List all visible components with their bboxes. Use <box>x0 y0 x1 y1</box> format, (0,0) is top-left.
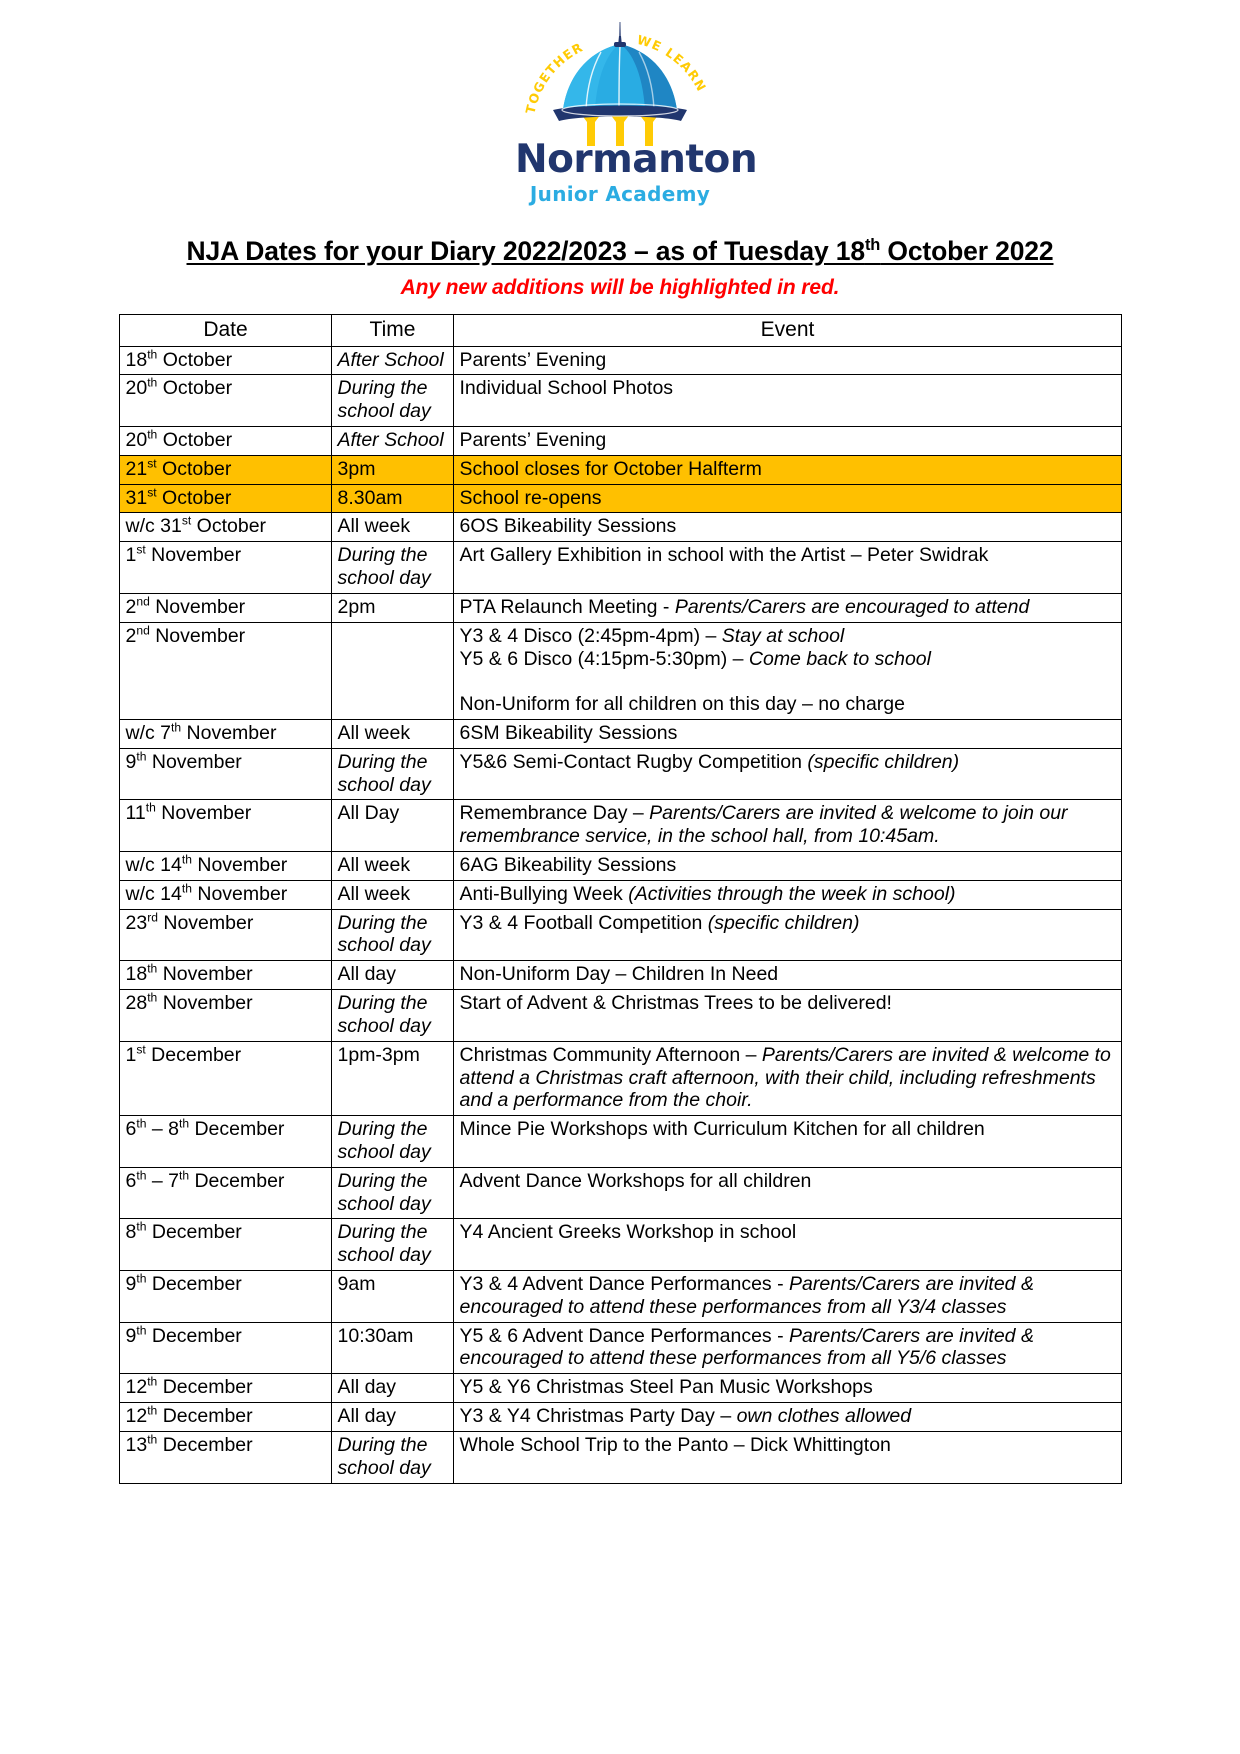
cell-date: w/c 14th November <box>119 880 331 909</box>
cell-time: 2pm <box>331 593 453 622</box>
table-row <box>119 748 1121 800</box>
page-title <box>0 236 1240 267</box>
table-row <box>119 719 1121 748</box>
cell-event: Y3 & 4 Disco (2:45pm-4pm) – Stay at school Y5 & 6 Disco (4:15pm-5:30pm) – Come back to school Non-Uniform for all children on this day – no charge <box>453 622 1121 719</box>
cell-time: 3pm <box>331 455 453 484</box>
cell-event: Y3 & 4 Advent Dance Performances - Parents/Carers are invited & encouraged to attend these performances from all Y3/4 classes <box>453 1271 1121 1323</box>
cell-date: 31st October <box>119 484 331 513</box>
cell-event: Mince Pie Workshops with Curriculum Kitchen for all children <box>453 1116 1121 1168</box>
cell-date: 13th December <box>119 1431 331 1483</box>
cell-event: Y4 Ancient Greeks Workshop in school <box>453 1219 1121 1271</box>
table-row <box>119 1271 1121 1323</box>
column-header-event: Event <box>453 315 1121 347</box>
cell-date: w/c 31st October <box>119 513 331 542</box>
cell-event: Y3 & Y4 Christmas Party Day – own clothes allowed <box>453 1403 1121 1432</box>
page-title-main: NJA Dates for your Diary 2022/2023 – as of Tuesday 18 <box>186 236 865 266</box>
cell-date: 12th December <box>119 1403 331 1432</box>
cell-event: Advent Dance Workshops for all children <box>453 1167 1121 1219</box>
diary-table-body <box>119 346 1121 1483</box>
cell-event: School re-opens <box>453 484 1121 513</box>
cell-time: During the school day <box>331 542 453 594</box>
cell-time: All week <box>331 513 453 542</box>
cell-time: All Day <box>331 800 453 852</box>
cell-time: 9am <box>331 1271 453 1323</box>
table-row <box>119 455 1121 484</box>
table-row <box>119 800 1121 852</box>
logo-school-name: Normanton <box>515 137 758 182</box>
svg-text:WE LEARN: WE LEARN <box>635 31 710 95</box>
table-row <box>119 1041 1121 1115</box>
page-subtitle: Any new additions will be highlighted in red. <box>400 276 840 299</box>
table-row <box>119 542 1121 594</box>
table-row <box>119 1431 1121 1483</box>
table-row <box>119 622 1121 719</box>
cell-time: All day <box>331 961 453 990</box>
cell-date: 12th December <box>119 1374 331 1403</box>
column-header-time: Time <box>331 315 453 347</box>
table-row <box>119 990 1121 1042</box>
cell-date: 18th November <box>119 961 331 990</box>
cell-event: 6OS Bikeability Sessions <box>453 513 1121 542</box>
cell-event: 6AG Bikeability Sessions <box>453 852 1121 881</box>
cell-date: 9th December <box>119 1322 331 1374</box>
cell-date: w/c 14th November <box>119 852 331 881</box>
table-row <box>119 593 1121 622</box>
cell-date: 6th – 8th December <box>119 1116 331 1168</box>
cell-event: Remembrance Day – Parents/Carers are invited & welcome to join our remembrance service, in the school hall, from 10:45am. <box>453 800 1121 852</box>
cell-time: After School <box>331 427 453 456</box>
cell-event: Parents’ Evening <box>453 427 1121 456</box>
cell-time: 10:30am <box>331 1322 453 1374</box>
table-row <box>119 961 1121 990</box>
cell-time: 1pm-3pm <box>331 1041 453 1115</box>
school-logo <box>0 0 1240 220</box>
cell-event: School closes for October Halfterm <box>453 455 1121 484</box>
diary-table <box>119 314 1122 1484</box>
cell-time: During the school day <box>331 909 453 961</box>
cell-date: 2nd November <box>119 593 331 622</box>
cell-time: 8.30am <box>331 484 453 513</box>
table-header-row <box>119 315 1121 347</box>
table-row <box>119 1374 1121 1403</box>
cell-date: 9th November <box>119 748 331 800</box>
diary-table-head <box>119 315 1121 347</box>
cell-event: Parents’ Evening <box>453 346 1121 375</box>
page-title-ordinal: th <box>864 236 881 255</box>
logo-school-subname: Junior Academy <box>529 182 711 206</box>
cell-event: Non-Uniform Day – Children In Need <box>453 961 1121 990</box>
cell-date: 23rd November <box>119 909 331 961</box>
table-row <box>119 1322 1121 1374</box>
cell-date: w/c 7th November <box>119 719 331 748</box>
table-row <box>119 427 1121 456</box>
cell-date: 20th October <box>119 375 331 427</box>
table-row <box>119 1403 1121 1432</box>
svg-text:TOGETHER: TOGETHER <box>522 39 586 116</box>
cell-event: Y5&6 Semi-Contact Rugby Competition (specific children) <box>453 748 1121 800</box>
cell-date: 9th December <box>119 1271 331 1323</box>
cell-time: After School <box>331 346 453 375</box>
cell-date: 20th October <box>119 427 331 456</box>
cell-date: 1st December <box>119 1041 331 1115</box>
table-row <box>119 880 1121 909</box>
cell-event: Y5 & 6 Advent Dance Performances - Parents/Carers are invited & encouraged to attend these performances from all Y5/6 classes <box>453 1322 1121 1374</box>
table-row <box>119 346 1121 375</box>
cell-time: All day <box>331 1374 453 1403</box>
cell-event: Anti-Bullying Week (Activities through the week in school) <box>453 880 1121 909</box>
cell-event: Christmas Community Afternoon – Parents/Carers are invited & welcome to attend a Christmas craft afternoon, with their child, including refreshments and a performance from the choir. <box>453 1041 1121 1115</box>
table-row <box>119 513 1121 542</box>
cell-time: All day <box>331 1403 453 1432</box>
table-row <box>119 909 1121 961</box>
cell-time: During the school day <box>331 748 453 800</box>
column-header-date: Date <box>119 315 331 347</box>
cell-time: During the school day <box>331 1167 453 1219</box>
cell-time: All week <box>331 880 453 909</box>
cell-date: 21st October <box>119 455 331 484</box>
cell-event: Y3 & 4 Football Competition (specific children) <box>453 909 1121 961</box>
cell-event: 6SM Bikeability Sessions <box>453 719 1121 748</box>
table-row <box>119 1167 1121 1219</box>
cell-time: During the school day <box>331 1431 453 1483</box>
cell-event: PTA Relaunch Meeting - Parents/Carers are encouraged to attend <box>453 593 1121 622</box>
table-row <box>119 1219 1121 1271</box>
cell-date: 18th October <box>119 346 331 375</box>
cell-date: 8th December <box>119 1219 331 1271</box>
table-row <box>119 375 1121 427</box>
cell-date: 1st November <box>119 542 331 594</box>
table-row <box>119 1116 1121 1168</box>
table-row <box>119 484 1121 513</box>
cell-time: All week <box>331 719 453 748</box>
cell-time: During the school day <box>331 990 453 1042</box>
bell-logo-icon <box>515 22 725 152</box>
cell-date: 11th November <box>119 800 331 852</box>
cell-time: During the school day <box>331 375 453 427</box>
cell-event: Whole School Trip to the Panto – Dick Whittington <box>453 1431 1121 1483</box>
table-row <box>119 852 1121 881</box>
cell-time: All week <box>331 852 453 881</box>
cell-event: Y5 & Y6 Christmas Steel Pan Music Workshops <box>453 1374 1121 1403</box>
cell-date: 2nd November <box>119 622 331 719</box>
cell-time: During the school day <box>331 1219 453 1271</box>
cell-event: Art Gallery Exhibition in school with the Artist – Peter Swidrak <box>453 542 1121 594</box>
cell-time <box>331 622 453 719</box>
cell-date: 6th – 7th December <box>119 1167 331 1219</box>
page-title-tail: October 2022 <box>880 236 1054 266</box>
cell-event: Start of Advent & Christmas Trees to be delivered! <box>453 990 1121 1042</box>
cell-date: 28th November <box>119 990 331 1042</box>
cell-event: Individual School Photos <box>453 375 1121 427</box>
cell-time: During the school day <box>331 1116 453 1168</box>
